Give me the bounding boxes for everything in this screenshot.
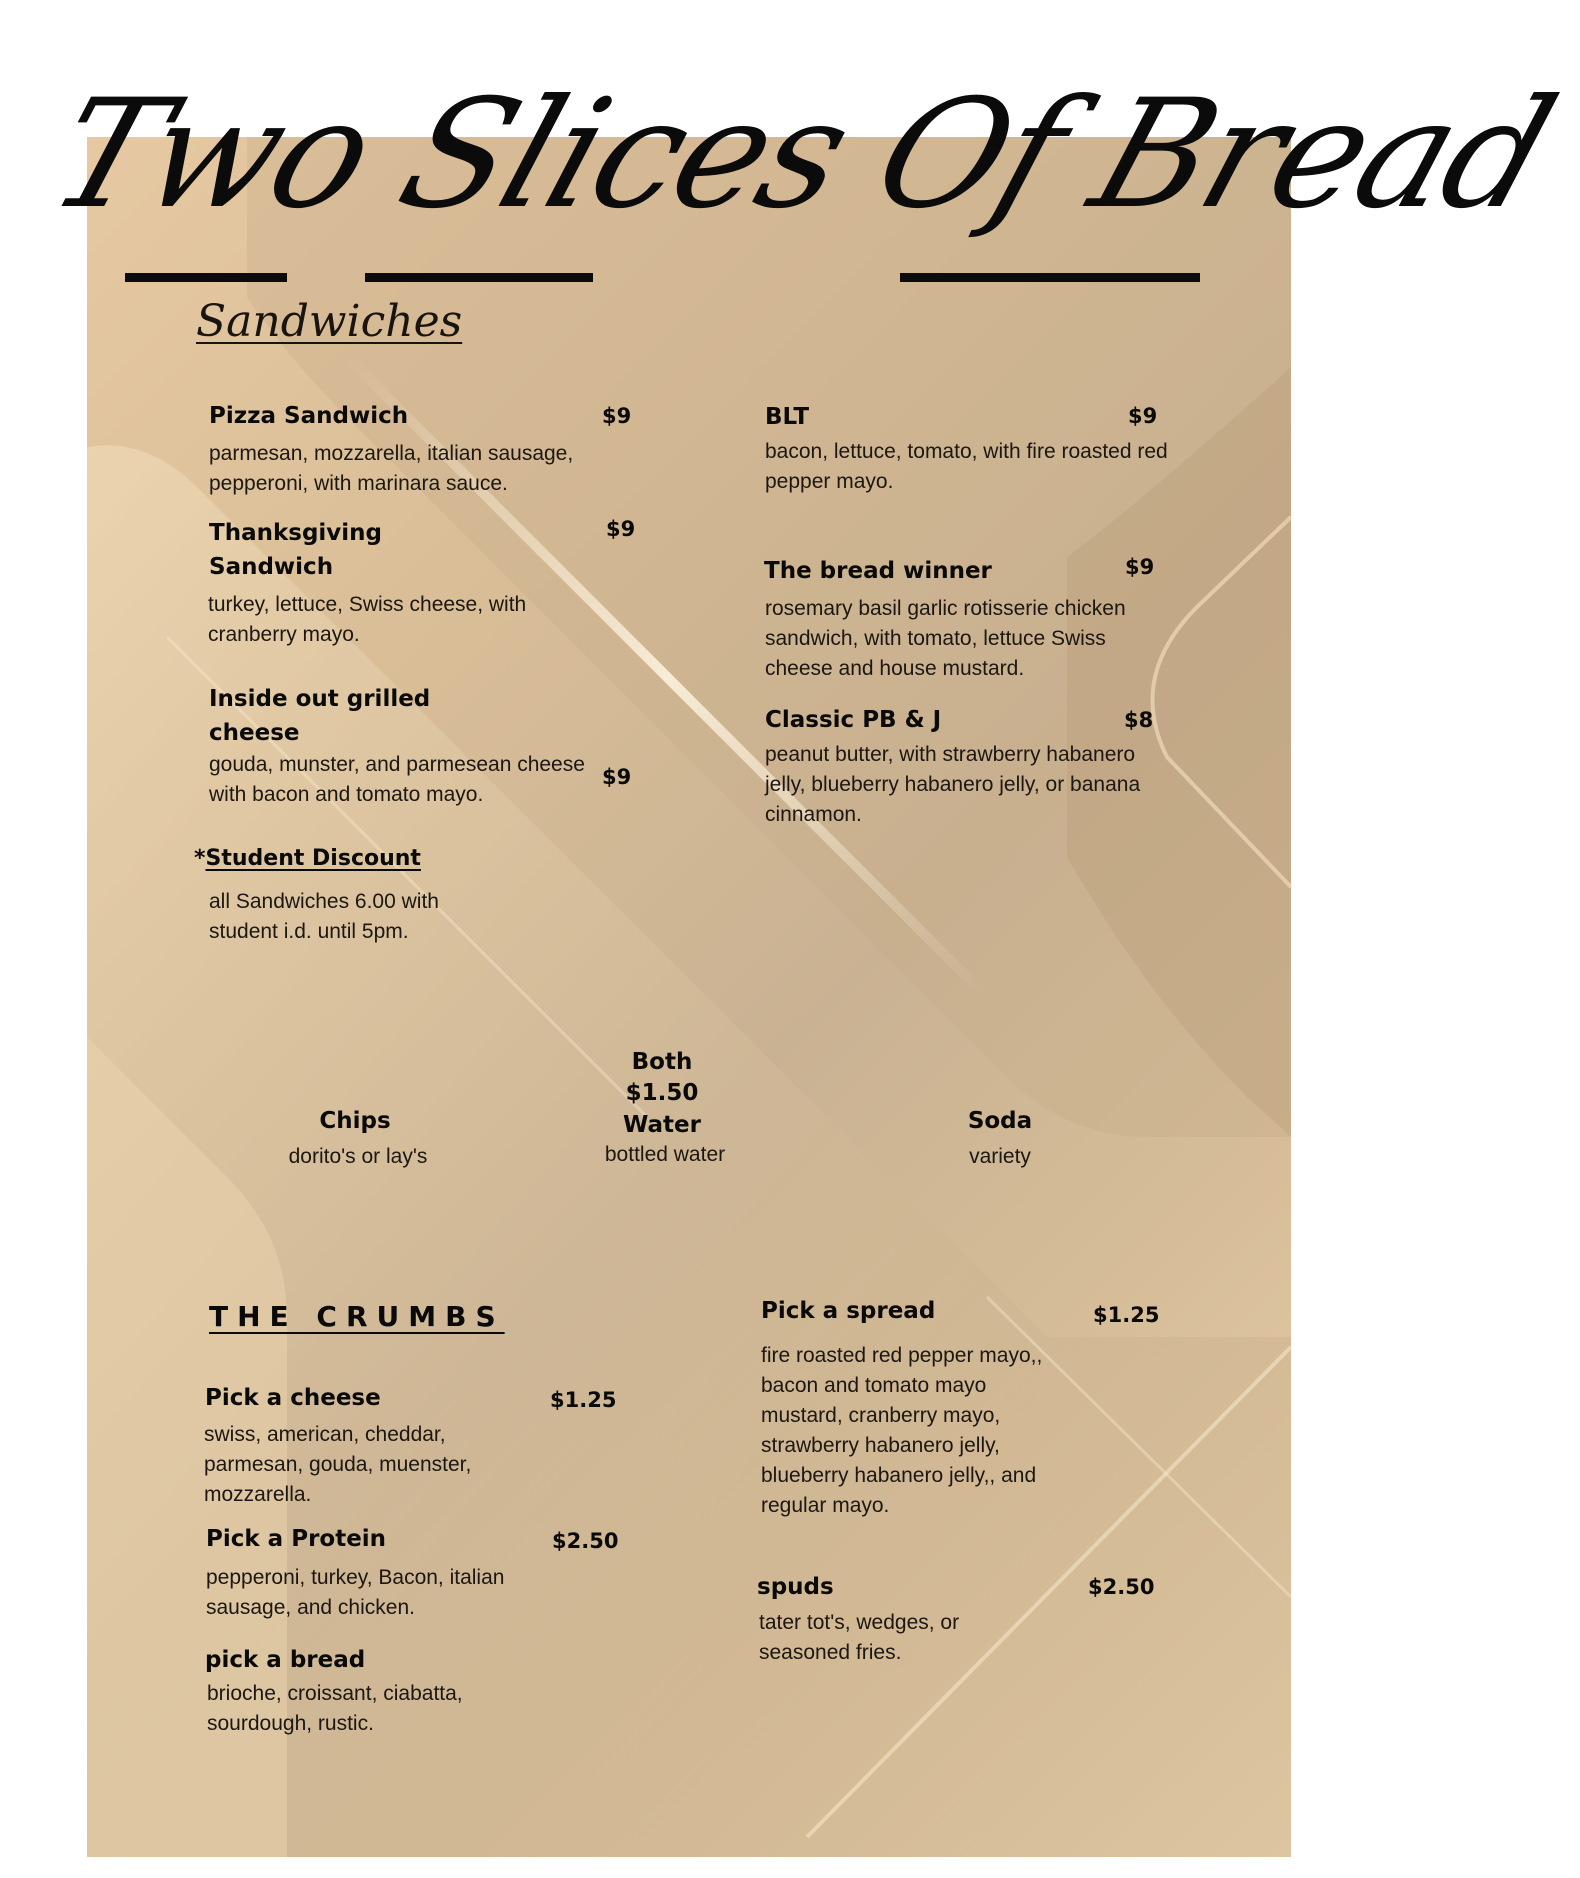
item-name: The bread winner xyxy=(764,558,992,584)
item-description: peanut butter, with strawberry habanero jelly, blueberry habanero jelly, or banana cinnamon. xyxy=(765,743,1141,826)
item-price: $9 xyxy=(602,765,632,789)
item-price: $9 xyxy=(602,404,632,428)
item-price: $9 xyxy=(606,517,636,541)
item-price: $9 xyxy=(1125,555,1155,579)
item-name: BLT xyxy=(765,404,810,430)
item-name: Inside out grilled cheese xyxy=(209,686,431,746)
item-description: swiss, american, cheddar, parmesan, gouda, muenster, mozzarella. xyxy=(204,1423,472,1506)
item-name: Thanksgiving Sandwich xyxy=(209,520,383,580)
title-underline xyxy=(900,273,1200,282)
student-discount-asterisk: * xyxy=(194,846,206,871)
side-description: dorito's or lay's xyxy=(288,1145,428,1168)
student-discount-label xyxy=(194,846,421,871)
side-name: Water xyxy=(622,1112,701,1138)
item-name: pick a bread xyxy=(205,1647,366,1673)
item-price: $2.50 xyxy=(552,1529,619,1553)
item-name: Pick a spread xyxy=(761,1298,936,1324)
item-description: bacon, lettuce, tomato, with fire roasted red pepper mayo. xyxy=(765,440,1168,493)
item-name: Pick a cheese xyxy=(205,1385,381,1411)
item-description: gouda, munster, and parmesean cheese with bacon and tomato mayo. xyxy=(209,753,585,806)
item-description: rosemary basil garlic rotisserie chicken sandwich, with tomato, lettuce Swiss cheese and house mustard. xyxy=(765,597,1126,680)
crumbs-heading: THE CRUMBS xyxy=(209,1300,505,1333)
item-description: brioche, croissant, ciabatta, sourdough, rustic. xyxy=(207,1682,463,1735)
both-price: $1.50 xyxy=(625,1080,699,1106)
item-description: tater tot's, wedges, or seasoned fries. xyxy=(759,1611,960,1664)
item-description: pepperoni, turkey, Bacon, italian sausage, and chicken. xyxy=(206,1566,505,1619)
item-price: $8 xyxy=(1124,708,1154,732)
menu-title xyxy=(31,40,1571,310)
item-price: $1.25 xyxy=(550,1388,617,1412)
item-price: $1.25 xyxy=(1093,1303,1160,1327)
side-name: Chips xyxy=(319,1108,391,1134)
student-discount-description: all Sandwiches 6.00 with student i.d. until 5pm. xyxy=(209,890,439,943)
student-discount-title: Student Discount xyxy=(205,846,421,871)
title-underline xyxy=(125,273,287,282)
item-price: $9 xyxy=(1128,404,1158,428)
item-description: turkey, lettuce, Swiss cheese, with cranberry mayo. xyxy=(208,593,527,646)
item-description: fire roasted red pepper mayo,, bacon and tomato mayo mustard, cranberry mayo, strawberry habanero jelly, blueberry habanero jelly,, and regular mayo. xyxy=(761,1344,1043,1517)
title-underline xyxy=(365,273,593,282)
side-description: bottled water xyxy=(604,1143,726,1166)
item-description: parmesan, mozzarella, italian sausage, pepperoni, with marinara sauce. xyxy=(209,442,574,495)
item-name: Classic PB & J xyxy=(765,707,942,733)
item-name: Pizza Sandwich xyxy=(209,403,409,429)
item-name: Pick a Protein xyxy=(206,1526,387,1552)
item-price: $2.50 xyxy=(1088,1575,1155,1599)
item-name: spuds xyxy=(757,1574,834,1600)
sandwiches-heading: Sandwiches xyxy=(196,296,463,347)
title-text: Two Slices Of Bread xyxy=(31,68,1571,242)
side-description: variety xyxy=(969,1145,1031,1168)
both-label: Both xyxy=(631,1049,693,1075)
side-name: Soda xyxy=(967,1108,1033,1134)
